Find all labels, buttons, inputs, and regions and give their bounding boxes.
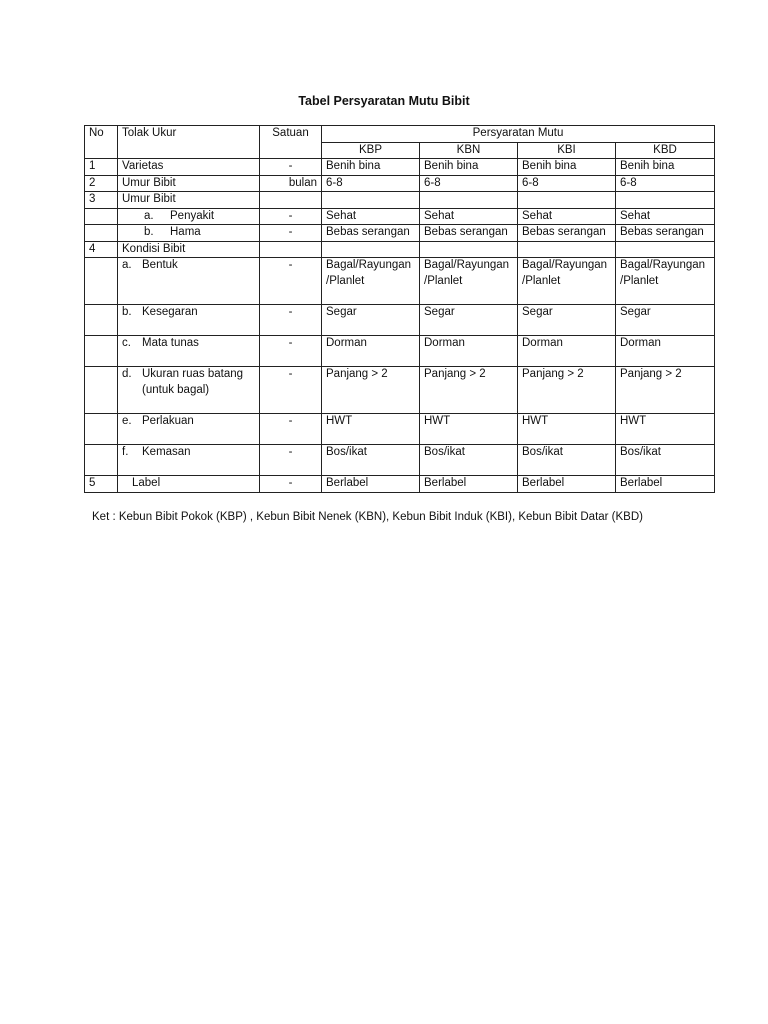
sub-label: Bentuk: [142, 259, 178, 271]
table-subrow: [85, 367, 715, 414]
sub-satuan: -: [260, 414, 322, 445]
sub-label: Kemasan: [142, 446, 191, 458]
cell-kbi: Benih bina: [518, 159, 616, 176]
sub-satuan: -: [260, 367, 322, 414]
cell-kbp: Sehat: [322, 208, 420, 225]
cell-kbp: Segar: [322, 305, 420, 336]
cell-kbp: 6-8: [322, 175, 420, 192]
row-satuan: bulan: [260, 175, 322, 192]
sub-letter: a.: [122, 259, 132, 271]
row-no: 1: [85, 159, 118, 176]
table-row: [85, 159, 715, 176]
header-kbp: KBP: [322, 142, 420, 159]
cell-kbi: Panjang > 2: [518, 367, 616, 414]
cell-kbn: Bos/ikat: [420, 445, 518, 476]
cell-kbn: Segar: [420, 305, 518, 336]
sub-letter: d.: [122, 368, 132, 380]
cell-kbi: 6-8: [518, 175, 616, 192]
sub-label-cont: (untuk bagal): [142, 383, 210, 396]
sub-label: Ukuran ruas batang: [142, 368, 244, 380]
cell-kbp: Panjang > 2: [322, 367, 420, 414]
row-no: 5: [85, 476, 118, 493]
cell-kbd: Sehat: [616, 208, 715, 225]
cell-kbn: Bebas serangan: [420, 225, 518, 242]
sub-letter: f.: [122, 446, 129, 458]
header-persyaratan: Persyaratan Mutu: [322, 126, 715, 143]
header-no: No: [85, 126, 118, 159]
sub-letter: b.: [144, 226, 154, 238]
table-subrow: [85, 305, 715, 336]
cell-kbd: Benih bina: [616, 159, 715, 176]
sub-label: Hama: [170, 226, 201, 238]
cell-kbn: Berlabel: [420, 476, 518, 493]
table-subrow: [85, 258, 715, 305]
cell-kbn: Dorman: [420, 336, 518, 367]
cell-kbd: HWT: [616, 414, 715, 445]
sub-letter: b.: [122, 306, 132, 318]
header-kbi: KBI: [518, 142, 616, 159]
cell-kbp: Benih bina: [322, 159, 420, 176]
header-kbn: KBN: [420, 142, 518, 159]
cell-kbi: Segar: [518, 305, 616, 336]
table-subrow: [85, 225, 715, 242]
cell-kbi: HWT: [518, 414, 616, 445]
footnote: Ket : Kebun Bibit Pokok (KBP) , Kebun Bibit Nenek (KBN), Kebun Bibit Induk (KBI), Kebun Bibit Datar (KBD): [92, 511, 643, 523]
sub-satuan: -: [260, 336, 322, 367]
row-label: Varietas: [118, 159, 260, 176]
cell-kbp: Dorman: [322, 336, 420, 367]
cell-kbi: Dorman: [518, 336, 616, 367]
table-row: [85, 241, 715, 258]
table-title: Tabel Persyaratan Mutu Bibit: [298, 94, 470, 108]
cell-kbi: Bagal/Rayungan /Planlet: [518, 258, 616, 305]
sub-label: Penyakit: [170, 209, 215, 222]
cell-kbn: HWT: [420, 414, 518, 445]
row-label: Umur Bibit: [118, 175, 260, 192]
cell-kbn: 6-8: [420, 175, 518, 192]
sub-label: Perlakuan: [142, 415, 194, 427]
sub-satuan: -: [260, 258, 322, 305]
header-kbd: KBD: [616, 142, 715, 159]
cell-kbn: Benih bina: [420, 159, 518, 176]
header-tolak-ukur: Tolak Ukur: [118, 126, 260, 159]
cell-kbp: Bebas serangan: [322, 225, 420, 242]
requirements-table: [84, 125, 715, 493]
header-satuan: Satuan: [260, 126, 322, 159]
row-satuan: -: [260, 159, 322, 176]
sub-letter: a.: [144, 209, 154, 222]
sub-satuan: -: [260, 305, 322, 336]
sub-letter: c.: [122, 337, 131, 349]
sub-satuan: -: [260, 208, 322, 225]
table-subrow: [85, 445, 715, 476]
sub-label: Kesegaran: [142, 306, 198, 318]
sub-satuan: -: [260, 225, 322, 242]
cell-kbd: 6-8: [616, 175, 715, 192]
table-subrow: [85, 208, 715, 225]
cell-kbn: Bagal/Rayungan /Planlet: [420, 258, 518, 305]
cell-kbp: HWT: [322, 414, 420, 445]
table-subrow: [85, 414, 715, 445]
cell-kbp: Berlabel: [322, 476, 420, 493]
row-label: Kondisi Bibit: [118, 241, 260, 258]
table-row: [85, 175, 715, 192]
cell-kbd: Bagal/Rayungan /Planlet: [616, 258, 715, 305]
sub-label: Mata tunas: [142, 337, 199, 349]
row-satuan: -: [260, 476, 322, 493]
cell-kbd: Segar: [616, 305, 715, 336]
sub-satuan: -: [260, 445, 322, 476]
table-row: [85, 192, 715, 209]
cell-kbd: Bebas serangan: [616, 225, 715, 242]
cell-kbi: Berlabel: [518, 476, 616, 493]
cell-kbd: Berlabel: [616, 476, 715, 493]
header-row: [85, 126, 715, 143]
cell-kbd: Bos/ikat: [616, 445, 715, 476]
row-label: Label: [118, 476, 260, 493]
row-label: Umur Bibit: [118, 192, 260, 209]
cell-kbi: Bos/ikat: [518, 445, 616, 476]
cell-kbp: Bos/ikat: [322, 445, 420, 476]
cell-kbd: Panjang > 2: [616, 367, 715, 414]
row-no: 4: [85, 241, 118, 258]
cell-kbi: Sehat: [518, 208, 616, 225]
table-row: [85, 476, 715, 493]
cell-kbi: Bebas serangan: [518, 225, 616, 242]
row-no: 3: [85, 192, 118, 209]
cell-kbn: Panjang > 2: [420, 367, 518, 414]
table-subrow: [85, 336, 715, 367]
sub-letter: e.: [122, 415, 132, 427]
cell-kbp: Bagal/Rayungan /Planlet: [322, 258, 420, 305]
cell-kbn: Sehat: [420, 208, 518, 225]
cell-kbd: Dorman: [616, 336, 715, 367]
row-no: 2: [85, 175, 118, 192]
